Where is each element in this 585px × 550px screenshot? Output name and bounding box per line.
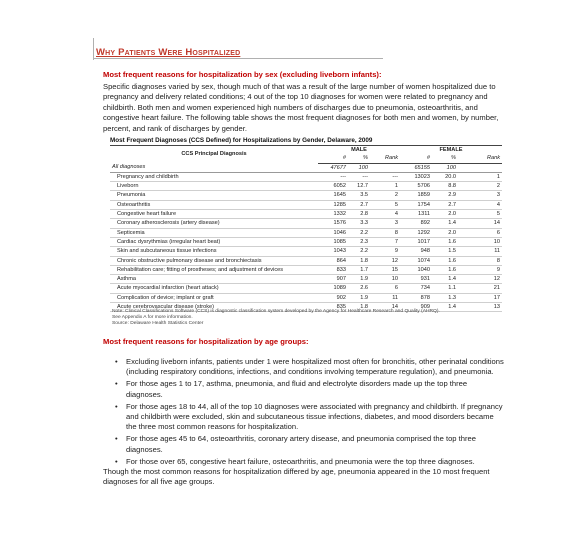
cell-male-count: 1043 bbox=[318, 247, 348, 256]
cell-female-count: 1074 bbox=[400, 256, 432, 265]
cell-label: Liveborn bbox=[110, 182, 318, 191]
list-item: • Excluding liveborn infants, patients under 1 were hospitalized most often for bronchitis, other perinatal conditions (including respiratory conditions, infections, and conditions involving temperature regulation), and pneumonia. bbox=[115, 357, 504, 377]
cell-male-percent: 2.6 bbox=[348, 284, 370, 293]
cell-male-count: 902 bbox=[318, 293, 348, 302]
cell-label: Coronary atherosclerosis (artery disease) bbox=[110, 219, 318, 228]
cell-female-count: 931 bbox=[400, 275, 432, 284]
cell-label: Septicemia bbox=[110, 228, 318, 237]
cell-label: Pregnancy and childbirth bbox=[110, 172, 318, 181]
cell-male-percent: 2.8 bbox=[348, 210, 370, 219]
cell-male-count: 1576 bbox=[318, 219, 348, 228]
table-row bbox=[110, 265, 502, 274]
cell-female-count: 734 bbox=[400, 284, 432, 293]
cell-female-count: 909 bbox=[400, 303, 432, 312]
cell-label: Acute cerebrovascular disease (stroke) bbox=[110, 303, 318, 312]
table-body bbox=[110, 172, 502, 311]
closing-paragraph: Though the most common reasons for hospitalization differed by age, pneumonia appeared in the 10 most frequent diagnoses for all five age groups. bbox=[103, 467, 490, 487]
cell-male-rank: 11 bbox=[370, 293, 400, 302]
decorative-vertical-rule bbox=[93, 38, 94, 60]
cell-male-percent: 1.9 bbox=[348, 293, 370, 302]
cell-male-rank: 15 bbox=[370, 265, 400, 274]
age-group-bullets bbox=[114, 357, 504, 469]
diagnoses-table bbox=[110, 145, 502, 312]
table-row-total bbox=[110, 163, 502, 172]
note-ccs: Note: Clinical Classifications Software (CCS) is diagnostic classification system developed by the Agency for Healthcare Research and Quality (AHRQ). bbox=[112, 309, 440, 314]
table-row bbox=[110, 191, 502, 200]
subheading-by-sex: Most frequent reasons for hospitalization by sex (excluding liveborn infants): bbox=[103, 70, 382, 79]
list-item: • For those over 65, congestive heart failure, osteoarthritis, and pneumonia were the top three diagnoses. bbox=[115, 456, 475, 466]
table-row bbox=[110, 237, 502, 246]
cell-female-count: 892 bbox=[400, 219, 432, 228]
cell-male-rank: 1 bbox=[370, 182, 400, 191]
cell-female-percent: 1.4 bbox=[432, 275, 458, 284]
intro-paragraph: Specific diagnoses varied by sex, though much of that was a result of the large number of women hospitalized due to pregnancy and delivery related conditions; 4 out of the top 10 diagnoses for women were related to pregnancy and childbirth. Both men and women experienced high numbers of discharges due to pneumonia, osteoarthritis, and congestive heart failure. The following table shows the most frequent diagnoses for both men and women, by number, percent, and rank of discharges by gender. bbox=[103, 82, 499, 133]
bullet-icon: • bbox=[115, 379, 118, 389]
cell-female-percent: 1.6 bbox=[432, 237, 458, 246]
cell-female-rank: 1 bbox=[458, 172, 502, 181]
subheader-male-count: # bbox=[318, 154, 348, 163]
table-row bbox=[110, 210, 502, 219]
cell-male-percent: 2.7 bbox=[348, 200, 370, 209]
cell-male-count: 864 bbox=[318, 256, 348, 265]
cell-male-count: 1046 bbox=[318, 228, 348, 237]
cell-male-percent: 1.7 bbox=[348, 265, 370, 274]
cell-male-percent: 1.9 bbox=[348, 275, 370, 284]
cell-label: Osteoarthritis bbox=[110, 200, 318, 209]
table-row bbox=[110, 200, 502, 209]
table-title: Most Frequent Diagnoses (CCS Defined) for Hospitalizations by Gender, Delaware, 2009 bbox=[110, 137, 373, 144]
table-row bbox=[110, 284, 502, 293]
cell-label: Pneumonia bbox=[110, 191, 318, 200]
bullet-icon: • bbox=[115, 357, 118, 366]
table-row bbox=[110, 293, 502, 302]
subheading-by-age: Most frequent reasons for hospitalization by age groups: bbox=[103, 337, 309, 346]
cell-female-percent: 100 bbox=[432, 163, 458, 172]
bullet-icon: • bbox=[115, 401, 118, 411]
cell-male-rank: 9 bbox=[370, 247, 400, 256]
cell-female-rank: 14 bbox=[458, 219, 502, 228]
cell-female-count: 1040 bbox=[400, 265, 432, 274]
table-row bbox=[110, 275, 502, 284]
subheader-female-percent: % bbox=[432, 154, 458, 163]
cell-female-count: 948 bbox=[400, 247, 432, 256]
cell-female-rank: 21 bbox=[458, 284, 502, 293]
cell-female-percent: 20.0 bbox=[432, 172, 458, 181]
cell-female-percent: 1.4 bbox=[432, 219, 458, 228]
table-row bbox=[110, 219, 502, 228]
cell-label: Chronic obstructive pulmonary disease and bronchiectasis bbox=[110, 256, 318, 265]
cell-female-rank: 10 bbox=[458, 237, 502, 246]
cell-male-count: 1285 bbox=[318, 200, 348, 209]
subheader-female-rank: Rank bbox=[458, 154, 502, 163]
cell-female-percent: 2.0 bbox=[432, 228, 458, 237]
cell-female-count: 1292 bbox=[400, 228, 432, 237]
list-item: • For those ages 1 to 17, asthma, pneumonia, and fluid and electrolyte disorders made up the top three diagnoses. bbox=[115, 379, 468, 399]
cell-male-count: 835 bbox=[318, 303, 348, 312]
cell-label: Complication of device; implant or graft bbox=[110, 293, 318, 302]
cell-male-count: --- bbox=[318, 172, 348, 181]
cell-male-count: 833 bbox=[318, 265, 348, 274]
cell-label: Acute myocardial infarction (heart attack) bbox=[110, 284, 318, 293]
cell-female-rank bbox=[458, 163, 502, 172]
cell-male-rank: 6 bbox=[370, 284, 400, 293]
subheader-male-percent: % bbox=[348, 154, 370, 163]
cell-label: Cardiac dysrythmias (irregular heart beat) bbox=[110, 237, 318, 246]
cell-male-percent: 100 bbox=[348, 163, 370, 172]
cell-male-rank: 3 bbox=[370, 219, 400, 228]
cell-male-percent: 3.3 bbox=[348, 219, 370, 228]
cell-male-rank: 7 bbox=[370, 237, 400, 246]
cell-female-percent: 2.0 bbox=[432, 210, 458, 219]
table-notes bbox=[112, 309, 502, 328]
bullet-icon: • bbox=[115, 434, 118, 444]
cell-male-percent: 3.5 bbox=[348, 191, 370, 200]
cell-male-percent: --- bbox=[348, 172, 370, 181]
cell-female-rank: 13 bbox=[458, 303, 502, 312]
col-header-male: MALE bbox=[318, 146, 400, 155]
cell-female-count: 5706 bbox=[400, 182, 432, 191]
cell-male-rank: --- bbox=[370, 172, 400, 181]
cell-male-count: 1645 bbox=[318, 191, 348, 200]
table-row bbox=[110, 247, 502, 256]
cell-male-count: 47677 bbox=[318, 163, 348, 172]
list-item: • For those ages 45 to 64, osteoarthritis, coronary artery disease, and pneumonia comprised the top three diagnoses. bbox=[115, 434, 476, 454]
cell-male-count: 907 bbox=[318, 275, 348, 284]
cell-female-percent: 2.9 bbox=[432, 191, 458, 200]
col-header-female: FEMALE bbox=[400, 146, 502, 155]
cell-label: All diagnoses bbox=[110, 163, 318, 172]
table-row bbox=[110, 172, 502, 181]
cell-male-percent: 2.3 bbox=[348, 237, 370, 246]
bullet-icon: • bbox=[115, 456, 118, 466]
cell-female-percent: 1.6 bbox=[432, 256, 458, 265]
cell-male-percent: 1.8 bbox=[348, 256, 370, 265]
list-item: • For those ages 18 to 44, all of the top 10 diagnoses were associated with pregnancy and childbirth. If pregnancy and childbirth were excluded, skin and subcutaneous tissue infections, diabetes, and mood disorders became the three most common reasons for hospitalization. bbox=[115, 401, 503, 432]
cell-female-percent: 8.8 bbox=[432, 182, 458, 191]
cell-male-count: 1089 bbox=[318, 284, 348, 293]
cell-female-percent: 2.7 bbox=[432, 200, 458, 209]
cell-female-count: 1754 bbox=[400, 200, 432, 209]
cell-female-percent: 1.5 bbox=[432, 247, 458, 256]
cell-male-rank: 5 bbox=[370, 200, 400, 209]
cell-female-count: 65155 bbox=[400, 163, 432, 172]
cell-female-rank: 17 bbox=[458, 293, 502, 302]
cell-male-count: 1085 bbox=[318, 237, 348, 246]
cell-female-rank: 9 bbox=[458, 265, 502, 274]
cell-male-percent: 2.2 bbox=[348, 228, 370, 237]
cell-male-rank bbox=[370, 163, 400, 172]
cell-female-count: 1017 bbox=[400, 237, 432, 246]
cell-male-percent: 12.7 bbox=[348, 182, 370, 191]
cell-female-count: 1859 bbox=[400, 191, 432, 200]
table-row bbox=[110, 228, 502, 237]
cell-label: Asthma bbox=[110, 275, 318, 284]
cell-male-count: 6052 bbox=[318, 182, 348, 191]
cell-female-percent: 1.6 bbox=[432, 265, 458, 274]
note-source: Source: Delaware Health Statistics Center bbox=[112, 321, 204, 327]
cell-female-rank: 5 bbox=[458, 210, 502, 219]
subheader-male-rank: Rank bbox=[370, 154, 400, 163]
cell-female-percent: 1.4 bbox=[432, 303, 458, 312]
cell-female-rank: 4 bbox=[458, 200, 502, 209]
cell-label: Congestive heart failure bbox=[110, 210, 318, 219]
cell-male-rank: 4 bbox=[370, 210, 400, 219]
cell-male-rank: 8 bbox=[370, 228, 400, 237]
cell-female-count: 13023 bbox=[400, 172, 432, 181]
cell-male-rank: 10 bbox=[370, 275, 400, 284]
table-row bbox=[110, 182, 502, 191]
cell-male-rank: 12 bbox=[370, 256, 400, 265]
cell-label: Rehabilitation care; fitting of prostheses; and adjustment of devices bbox=[110, 265, 318, 274]
decorative-horizontal-rule bbox=[93, 58, 383, 59]
cell-female-rank: 2 bbox=[458, 182, 502, 191]
cell-male-count: 1332 bbox=[318, 210, 348, 219]
cell-female-rank: 11 bbox=[458, 247, 502, 256]
cell-female-percent: 1.1 bbox=[432, 284, 458, 293]
cell-female-rank: 3 bbox=[458, 191, 502, 200]
cell-male-percent: 2.2 bbox=[348, 247, 370, 256]
table-row bbox=[110, 256, 502, 265]
section-heading: Why Patients Were Hospitalized bbox=[96, 47, 241, 58]
cell-female-rank: 8 bbox=[458, 256, 502, 265]
subheader-female-count: # bbox=[400, 154, 432, 163]
note-appendix: See Appendix A for more information. bbox=[112, 315, 193, 321]
cell-label: Skin and subcutaneous tissue infections bbox=[110, 247, 318, 256]
cell-female-percent: 1.3 bbox=[432, 293, 458, 302]
cell-female-count: 878 bbox=[400, 293, 432, 302]
cell-female-rank: 12 bbox=[458, 275, 502, 284]
cell-female-rank: 6 bbox=[458, 228, 502, 237]
cell-male-percent: 1.8 bbox=[348, 303, 370, 312]
cell-female-count: 1311 bbox=[400, 210, 432, 219]
col-header-diagnosis: CCS Principal Diagnosis bbox=[110, 146, 318, 164]
cell-male-rank: 14 bbox=[370, 303, 400, 312]
cell-male-rank: 2 bbox=[370, 191, 400, 200]
